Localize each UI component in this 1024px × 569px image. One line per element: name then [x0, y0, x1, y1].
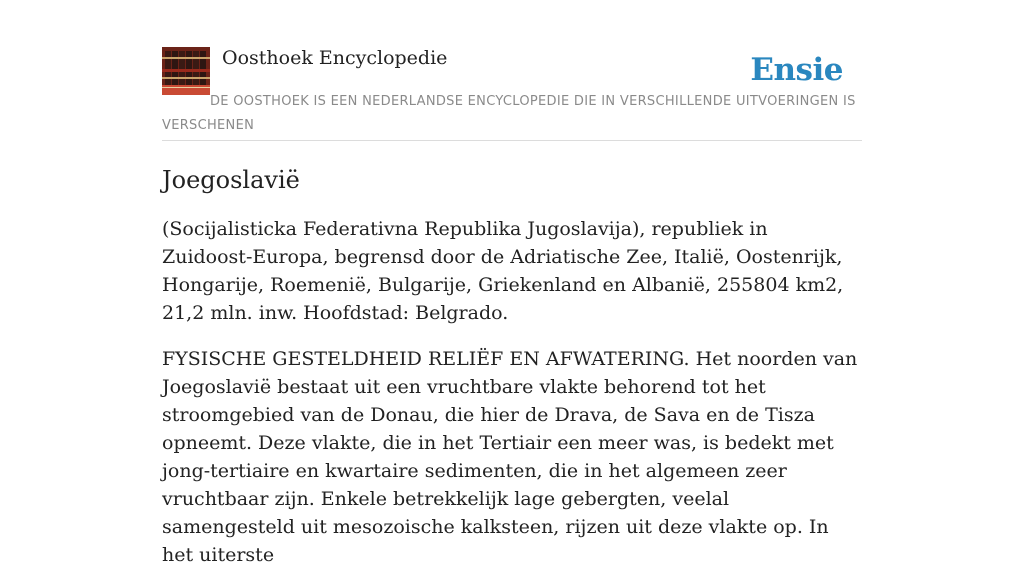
article-title: Joegoslavië [162, 166, 300, 194]
article-paragraph: FYSISCHE GESTELDHEID RELIËF EN AFWATERING. Het noorden van Joegoslavië bestaat uit een vruchtbare vlakte behorend tot het stroomgebied van de Donau, die hier de Drava, de Sava en de Tisza opneemt. Deze vlakte, die in het Tertiair een meer was, is bedekt met jong-tertiaire en kwartaire sedimenten, die in het algemeen zeer vruchtbaar zijn. Enkele betrekkelijk lage gebergten, veelal samengesteld uit mesozoische kalksteen, rijzen uit deze vlakte op. In het uiterste [162, 348, 858, 566]
page-container [162, 0, 862, 569]
brand-logo[interactable]: Ensie [750, 52, 843, 88]
article-paragraph: (Socijalisticka Federativna Republika Jugoslavija), republiek in Zuidoost-Europa, begrensd door de Adriatische Zee, Italië, Oostenrijk, Hongarije, Roemenië, Bulgarije, Griekenland en Albanië, 255804 km2, 21,2 mln. inw. Hoofdstad: Belgrado. [162, 218, 844, 324]
site-header [162, 0, 862, 141]
site-tagline: DE OOSTHOEK IS EEN NEDERLANDSE ENCYCLOPEDIE DIE IN VERSCHILLENDE UITVOERINGEN IS VERSCHENEN [162, 94, 856, 133]
encyclopedia-books-icon[interactable] [162, 47, 210, 95]
site-name[interactable]: Oosthoek Encyclopedie [222, 47, 448, 69]
